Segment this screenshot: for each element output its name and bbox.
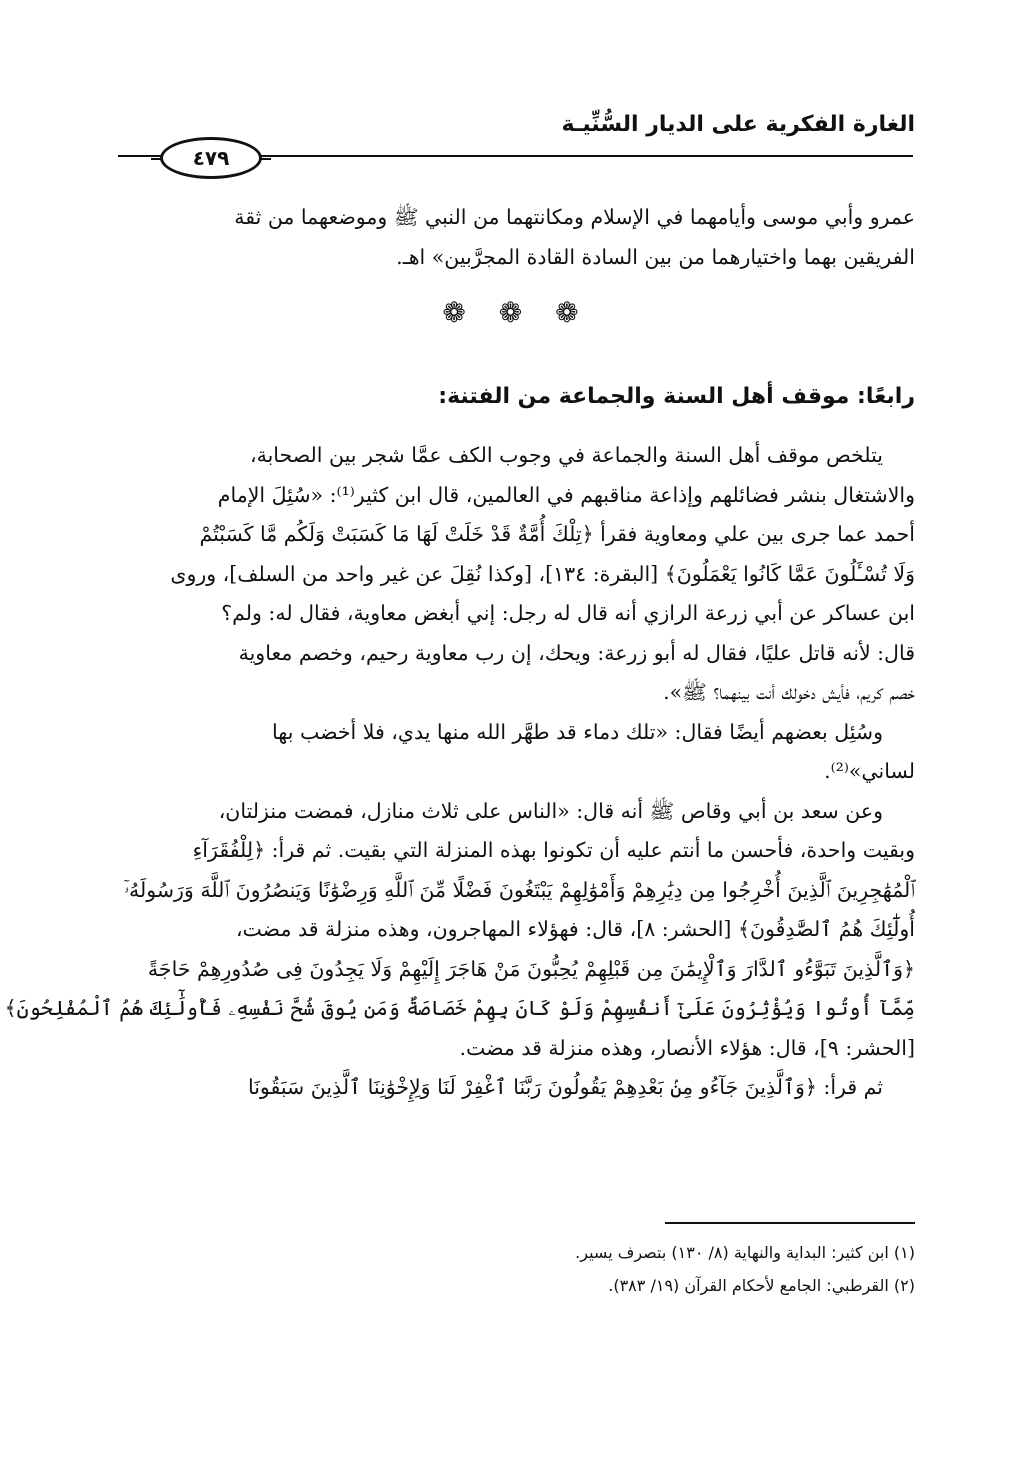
intro-paragraph	[118, 198, 915, 277]
body-line: وبقيت واحدة، فأحسن ما أنتم عليه أن تكونوا بهذه المنزلة التي بقيت. ثم قرأ: ﴿لِلْفُقَرَآءِ	[192, 838, 915, 862]
body-line: خصم كريم، فأيش دخولك أنت بينهما؟ ﷺ».	[663, 680, 915, 704]
body-line: ثم قرأ: ﴿وَٱلَّذِينَ جَآءُو مِنۢ بَعْدِهِمْ يَقُولُونَ رَبَّنَا ٱغْفِرْ لَنَا وَلِإِخْوَٰنِنَا ٱلَّذِينَ سَبَقُونَا	[247, 1075, 883, 1099]
body-line: يتلخص موقف أهل السنة والجماعة في وجوب الكف عمَّا شجر بين الصحابة،	[249, 443, 883, 467]
body-line: وَلَا تُسْـَٔلُونَ عَمَّا كَانُوا يَعْمَلُونَ﴾ [البقرة: ١٣٤]، [وكذا نُقِلَ عن غير واحد من السلف]، وروى	[170, 561, 915, 586]
ornament-divider: ❁ ❁ ❁	[442, 296, 591, 329]
body-line: [الحشر: ٩]، قال: هؤلاء الأنصار، وهذه منزلة قد مضت.	[459, 1035, 915, 1060]
body-line: وسُئِل بعضهم أيضًا فقال: «تلك دماء قد طهَّر الله منها يدي، فلا أخضب بها	[272, 719, 883, 744]
body-line: مِّمَّآ أُوتُوا وَيُؤْثِرُونَ عَلَىٰٓ أَنفُسِهِمْ وَلَوْ كَانَ بِهِمْ خَصَاصَةٌ وَمَن يُوقَ شُحَّ نَفْسِهِۦ فَأُولَٰٓئِكَ هُمُ ٱلْمُفْلِحُونَ﴾	[4, 996, 915, 1020]
body-line: قال: لأنه قاتل عليًا، فقال له أبو زرعة: ويحك، إن رب معاوية رحيم، وخصم معاوية	[238, 640, 915, 665]
body-line: أحمد عما جرى بين علي ومعاوية فقرأ ﴿تِلْكَ أُمَّةٌ قَدْ خَلَتْ لَهَا مَا كَسَبَتْ وَلَكُم مَّا كَسَبْتُمْ	[199, 522, 915, 546]
footnote-rule	[665, 1222, 915, 1224]
intro-line-2: الفريقين بهما واختيارهما من بين السادة القادة المجرَّبين» اهـ.	[396, 244, 915, 269]
intro-line-1: عمرو وأبي موسى وأيامهما في الإسلام ومكانتهما من النبي ﷺ وموضعهما من ثقة	[234, 205, 915, 229]
body-line: والاشتغال بنشر فضائلهم وإذاعة مناقبهم في العالمين، قال ابن كثير⁽¹⁾: «سُئِلَ الإمام	[217, 482, 915, 507]
footnotes	[118, 1236, 915, 1302]
section-heading: رابعًا: موقف أهل السنة والجماعة من الفتنة:	[438, 384, 915, 409]
body-line: وعن سعد بن أبي وقاص ﷺ أنه قال: «الناس على ثلاث منازل، فمضت منزلتان،	[218, 798, 883, 823]
running-title: الغارة الفكرية على الديار السُّنِّيـة	[561, 112, 915, 137]
body-line: ابن عساكر عن أبي زرعة الرازي أنه قال له رجل: إني أبغض معاوية، فقال له: ولم؟	[221, 601, 915, 625]
footnote-2: (٢) القرطبي: الجامع لأحكام القرآن (١٩/ ٣٨٣).	[608, 1276, 915, 1295]
body-line: ﴿وَٱلَّذِينَ تَبَوَّءُو ٱلدَّارَ وَٱلْإِيمَٰنَ مِن قَبْلِهِمْ يُحِبُّونَ مَنْ هَاجَرَ إِلَيْهِمْ وَلَا يَجِدُونَ فِى صُدُورِهِمْ حَاجَةً	[147, 956, 915, 981]
page-number: ٤٧٩	[160, 137, 262, 179]
body-line: لساني»⁽²⁾.	[824, 759, 915, 783]
body-line: أُولَٰٓئِكَ هُمُ ٱلصَّٰدِقُونَ﴾ [الحشر: ٨]، قال: فهؤلاء المهاجرون، وهذه منزلة قد مضت،	[235, 917, 915, 941]
body-text	[4, 436, 915, 1108]
footnote-1: (١) ابن كثير: البداية والنهاية (٨/ ١٣٠) بتصرف يسير.	[575, 1243, 915, 1262]
body-line: ٱلْمُهَٰجِرِينَ ٱلَّذِينَ أُخْرِجُوا مِن دِيَٰرِهِمْ وَأَمْوَٰلِهِمْ يَبْتَغُونَ فَضْلًا مِّنَ ٱللَّهِ وَرِضْوَٰنًا وَيَنصُرُونَ ٱللَّهَ وَرَسُولَهُۥٓ	[123, 877, 915, 902]
